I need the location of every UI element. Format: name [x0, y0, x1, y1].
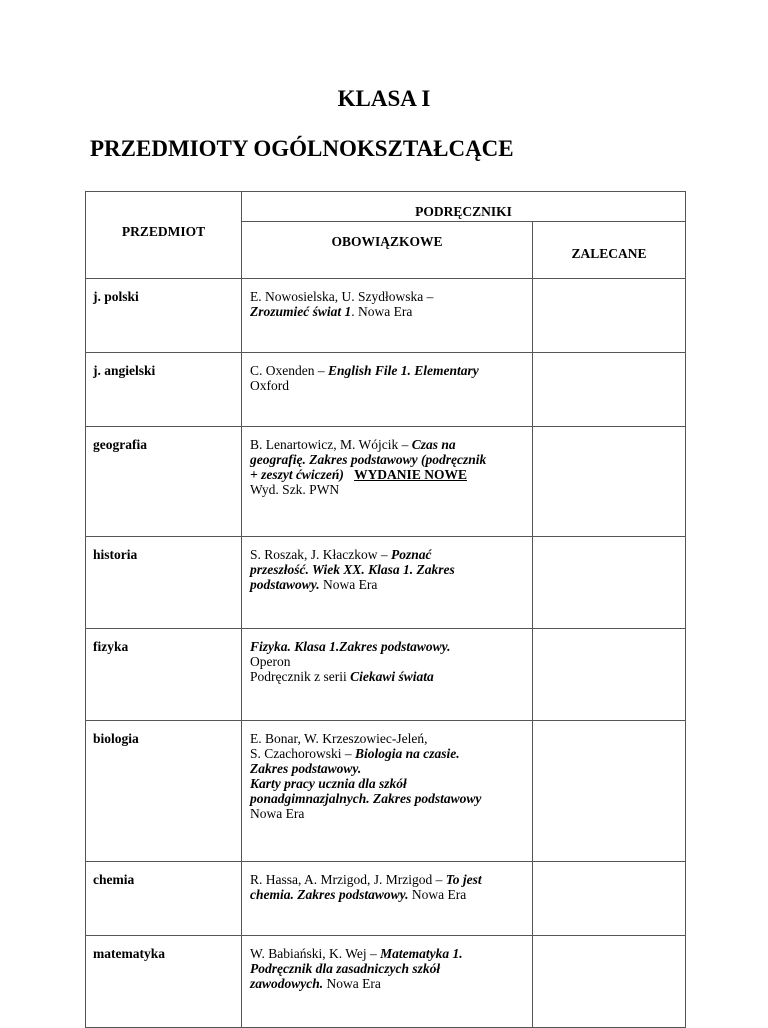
subject-cell: j. angielski: [86, 353, 242, 427]
book-authors: S. Roszak, J. Kłaczkow –: [250, 547, 391, 562]
recommended-cell: [533, 427, 686, 537]
header-recommended: ZALECANE: [533, 222, 686, 279]
table-row: [86, 721, 686, 862]
recommended-cell: [533, 936, 686, 1028]
book-title: English File 1. Elementary: [328, 363, 479, 378]
book-authors: E. Nowosielska, U. Szydłowska –: [250, 289, 434, 304]
recommended-cell: [533, 721, 686, 862]
book-publisher: Wyd. Szk. PWN: [250, 482, 340, 497]
recommended-cell: [533, 353, 686, 427]
book-title: przeszłość. Wiek XX. Klasa 1. Zakres: [250, 562, 455, 577]
book-authors: W. Babiański, K. Wej –: [250, 946, 381, 961]
table-row: [86, 279, 686, 353]
section-title: PRZEDMIOTY OGÓLNOKSZTAŁCĄCE: [90, 136, 514, 161]
required-book-cell: [242, 629, 533, 721]
subject-cell: chemia: [86, 862, 242, 936]
book-title: + zeszyt ćwiczeń): [250, 467, 344, 482]
book-authors: E. Bonar, W. Krzeszowiec-Jeleń,: [250, 731, 428, 746]
required-book-cell: [242, 537, 533, 629]
table-row: [86, 353, 686, 427]
header-row: [86, 192, 686, 222]
book-title: zawodowych.: [250, 976, 324, 991]
book-authors: C. Oxenden –: [250, 363, 328, 378]
book-publisher: Nowa Era: [408, 887, 467, 902]
book-publisher: Nowa Era: [323, 976, 381, 991]
recommended-cell: [533, 279, 686, 353]
required-book-cell: [242, 353, 533, 427]
book-authors: B. Lenartowicz, M. Wójcik –: [250, 437, 412, 452]
book-title: To jest: [445, 872, 482, 887]
book-title: Podręcznik dla zasadniczych szkół: [250, 961, 441, 976]
subject-cell: historia: [86, 537, 242, 629]
header-subject: PRZEDMIOT: [86, 192, 242, 279]
subject-cell: matematyka: [86, 936, 242, 1028]
table-row: [86, 537, 686, 629]
recommended-cell: [533, 629, 686, 721]
book-title: Karty pracy ucznia dla szkół: [250, 776, 407, 791]
recommended-cell: [533, 537, 686, 629]
book-title: Biologia na czasie.: [355, 746, 460, 761]
subject-cell: geografia: [86, 427, 242, 537]
book-title: podstawowy.: [250, 577, 320, 592]
table-row: [86, 427, 686, 537]
book-series-title: Ciekawi świata: [350, 669, 434, 684]
edition-note: WYDANIE NOWE: [354, 467, 467, 482]
subject-cell: fizyka: [86, 629, 242, 721]
book-title: ponadgimnazjalnych. Zakres podstawowy: [250, 791, 482, 806]
book-authors: R. Hassa, A. Mrzigod, J. Mrzigod –: [250, 872, 446, 887]
book-title: Fizyka. Klasa 1.Zakres podstawowy.: [250, 639, 451, 654]
book-title: Zrozumieć świat 1: [250, 304, 352, 319]
subject-cell: j. polski: [86, 279, 242, 353]
book-title: Czas na: [411, 437, 456, 452]
table-row: [86, 629, 686, 721]
textbook-table: [85, 191, 686, 1028]
book-publisher: Nowa Era: [319, 577, 378, 592]
required-book-cell: [242, 862, 533, 936]
required-book-cell: [242, 721, 533, 862]
book-authors: S. Czachorowski –: [250, 746, 355, 761]
recommended-cell: [533, 862, 686, 936]
book-publisher: Oxford: [250, 378, 289, 393]
book-publisher: Nowa Era: [250, 806, 305, 821]
book-title: chemia. Zakres podstawowy.: [250, 887, 409, 902]
required-book-cell: [242, 279, 533, 353]
book-title: Poznać: [390, 547, 432, 562]
class-title: KLASA I: [337, 86, 431, 111]
book-title: geografię. Zakres podstawowy (podręcznik: [250, 452, 487, 467]
book-title: Zakres podstawowy.: [250, 761, 362, 776]
book-series-label: Podręcznik z serii: [250, 669, 351, 684]
required-book-cell: [242, 936, 533, 1028]
header-textbooks: PODRĘCZNIKI: [242, 192, 686, 222]
table-row: [86, 862, 686, 936]
book-publisher: . Nowa Era: [351, 304, 413, 319]
table-row: [86, 936, 686, 1028]
header-required: OBOWIĄZKOWE: [242, 222, 533, 279]
required-book-cell: [242, 427, 533, 537]
book-title: Matematyka 1.: [380, 946, 463, 961]
book-publisher: Operon: [250, 654, 291, 669]
subject-cell: biologia: [86, 721, 242, 862]
